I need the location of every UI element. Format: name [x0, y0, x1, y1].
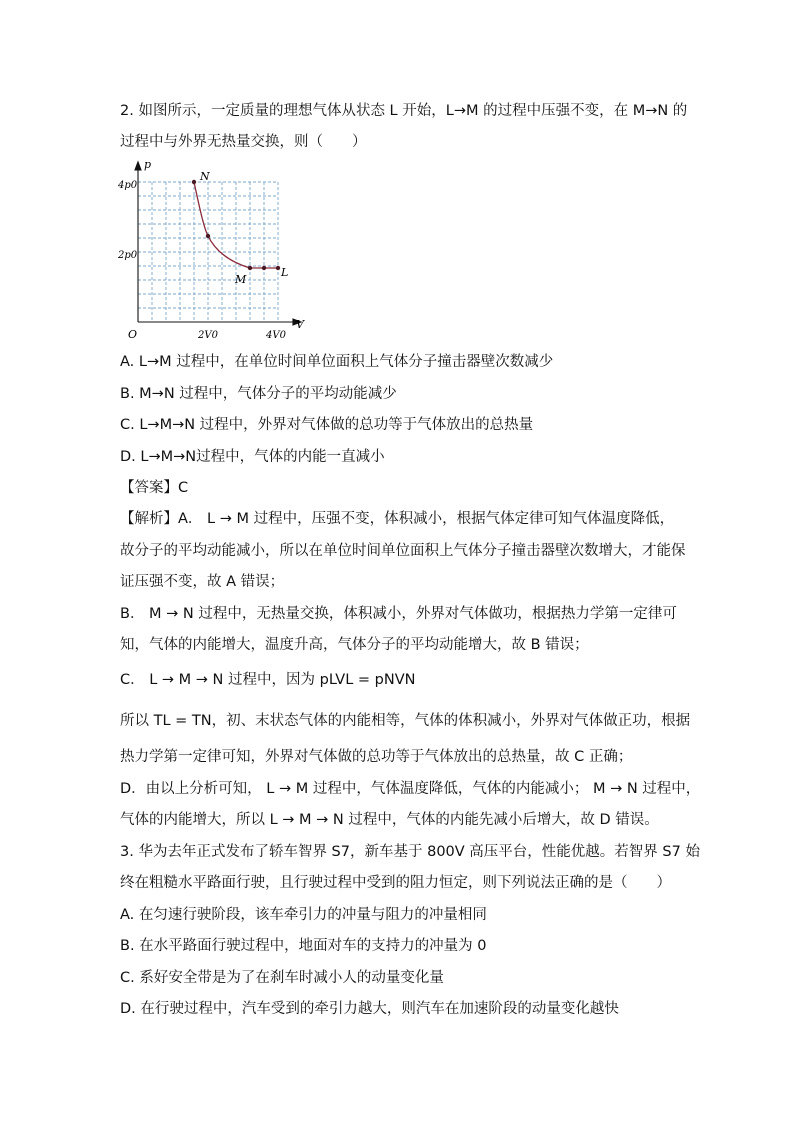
explanation-line-5: 知，气体的内能增大，温度升高，气体分子的平均动能增大，故 B 错误；	[120, 637, 589, 653]
tick-label-4p0: 4p0	[118, 180, 138, 191]
explanation-line-10: 气体的内能增大，所以 L → M → N 过程中，气体的内能先减小后增大，故 D 错误。	[120, 812, 659, 828]
grid	[138, 182, 278, 322]
q2-stem-line-1: 2. 如图所示，一定质量的理想气体从状态 L 开始，L→M 的过程中压强不变，在 M→N 的	[120, 103, 688, 119]
axes	[135, 162, 301, 325]
explanation-line-6: C． L → M → N 过程中，因为 pLVL = pNVN	[120, 672, 416, 688]
axis-label-p: p	[144, 160, 152, 171]
origin-label: O	[128, 328, 138, 341]
q3-option-d: D. 在行驶过程中，汽车受到的牵引力越大，则汽车在加速阶段的动量变化越快	[120, 1001, 619, 1017]
pv-diagram	[118, 160, 318, 345]
point-label-l: L	[281, 266, 289, 279]
explanation-line-7: 所以 TL = TN，初、末状态气体的内能相等，气体的体积减小，外界对气体做正功，根据	[120, 713, 691, 729]
point-label-n: N	[200, 170, 210, 183]
q2-option-b: B. M→N 过程中，气体分子的平均动能减少	[120, 386, 397, 402]
axis-label-v: V	[296, 318, 304, 331]
explanation-line-2: 故分子的平均动能减小，所以在单位时间单位面积上气体分子撞击器壁次数增大，才能保	[120, 543, 686, 559]
explanation-line-4: B． M → N 过程中，无热量交换，体积减小，外界对气体做功，根据热力学第一定律可	[120, 606, 677, 622]
tick-label-2p0: 2p0	[118, 250, 138, 261]
explanation-line-1: 【解析】A． L → M 过程中，压强不变，体积减小，根据气体定律可知气体温度降低，	[120, 511, 675, 527]
q2-option-a: A. L→M 过程中，在单位时间单位面积上气体分子撞击器壁次数减少	[120, 354, 554, 370]
q3-option-c: C. 系好安全带是为了在刹车时减小人的动量变化量	[120, 970, 444, 986]
tick-label-4v0: 4V0	[266, 330, 286, 341]
explanation-line-3: 证压强不变，故 A 错误；	[120, 574, 285, 590]
q3-option-b: B. 在水平路面行驶过程中，地面对车的支持力的冲量为 0	[120, 938, 487, 954]
q2-option-c: C. L→M→N 过程中，外界对气体做的总功等于气体放出的总热量	[120, 417, 534, 433]
q2-answer: 【答案】C	[120, 480, 189, 496]
explanation-line-9: D．由以上分析可知， L → M 过程中，气体温度降低，气体的内能减小； M → N 过程中，	[120, 781, 701, 797]
q3-stem-line-1: 3. 华为去年正式发布了轿车智界 S7，新车基于 800V 高压平台，性能优越。若智界 S7 始	[120, 844, 700, 860]
tick-label-2v0: 2V0	[198, 330, 218, 341]
explanation-line-8: 热力学第一定律可知，外界对气体做的总功等于气体放出的总热量，故 C 正确；	[120, 749, 633, 765]
q3-option-a: A. 在匀速行驶阶段，该车牵引力的冲量与阻力的冲量相同	[120, 907, 487, 923]
point-label-m: M	[235, 273, 247, 286]
q3-stem-line-2: 终在粗糙水平路面行驶，且行驶过程中受到的阻力恒定，则下列说法正确的是（ ）	[120, 875, 671, 891]
q2-option-d: D. L→M→N过程中，气体的内能一直减小	[120, 449, 385, 465]
q2-stem-line-2: 过程中与外界无热量交换，则（ ）	[120, 134, 367, 150]
